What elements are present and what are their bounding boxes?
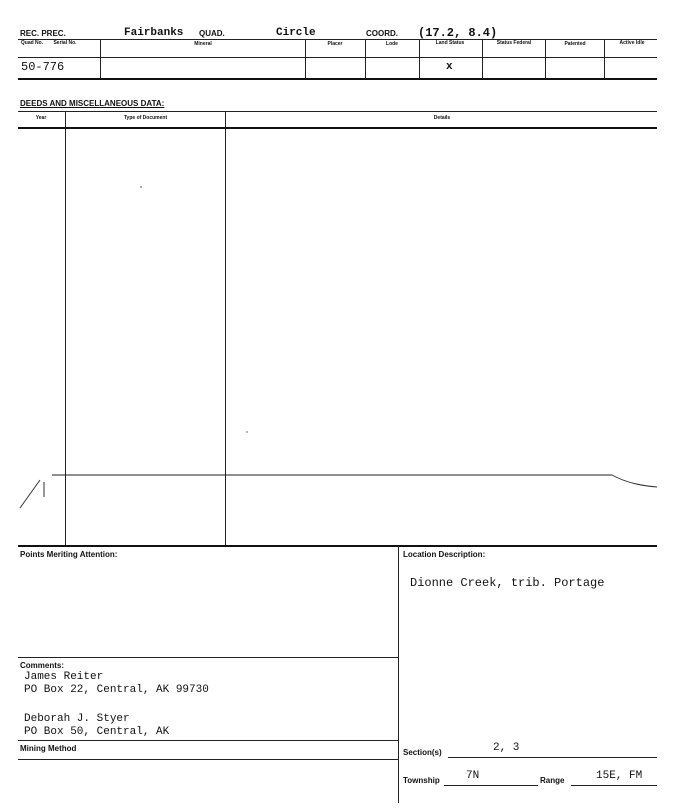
col-patented: Patented: [564, 41, 586, 47]
deeds-heading: DEEDS AND MISCELLANEOUS DATA:: [20, 99, 165, 108]
coord-label: COORD.: [366, 29, 398, 38]
land-status-mark: x: [446, 61, 453, 73]
township-underline: [444, 785, 538, 786]
township-value: 7N: [466, 770, 480, 782]
range-value: 15E, FM: [596, 770, 643, 782]
location-description-label: Location Description:: [403, 550, 486, 559]
comment-line-4: Deborah J. Styer: [24, 713, 130, 725]
mining-method-label: Mining Method: [20, 744, 77, 753]
sep-after-status-federal: [545, 39, 546, 78]
deeds-sep-year: [65, 111, 66, 545]
deeds-sep-type: [225, 111, 226, 545]
col-serial-no: Serial No.: [53, 40, 77, 46]
range-label: Range: [540, 776, 565, 785]
col-land-status: Land Status: [435, 40, 465, 46]
col-active-idle: Active Idle: [619, 40, 645, 46]
lower-center-divider: [398, 545, 399, 803]
comment-line-5: PO Box 50, Central, AK: [24, 726, 170, 738]
header-rule: [18, 39, 657, 40]
deeds-col-type: Type of Document: [123, 115, 168, 121]
section-value: 2, 3: [493, 742, 520, 754]
col-placer: Placer: [327, 41, 343, 47]
section-underline: [448, 757, 657, 758]
column-header-rule: [18, 57, 657, 58]
range-underline: [571, 785, 657, 786]
quad-label: QUAD.: [199, 29, 225, 38]
sep-after-serial: [100, 39, 101, 78]
record-bottom-rule: [18, 78, 657, 80]
sep-after-mineral: [305, 39, 306, 78]
quad-name: Circle: [276, 27, 316, 39]
deeds-col-year: Year: [35, 115, 47, 121]
mining-method-bottom-rule: [18, 759, 398, 760]
deeds-top-rule: [18, 111, 657, 112]
points-meriting-label: Points Meriting Attention:: [20, 550, 118, 559]
location-description-value: Dionne Creek, trib. Portage: [410, 576, 605, 590]
deeds-bottom-rule: [18, 545, 657, 547]
comment-line-2: PO Box 22, Central, AK 99730: [24, 684, 209, 696]
mining-method-top-rule: [18, 740, 398, 741]
comments-label: Comments:: [20, 661, 65, 670]
col-lode: Lode: [386, 41, 398, 47]
coord-value: (17.2, 8.4): [418, 26, 498, 40]
sep-after-land-status: [482, 39, 483, 78]
col-status-federal: Status Federal: [496, 40, 532, 46]
quad-value: Fairbanks: [124, 27, 184, 39]
sep-after-placer: [365, 39, 366, 78]
col-quad-no: Quad No.: [20, 40, 44, 46]
comments-top-rule: [18, 657, 398, 658]
township-label: Township: [403, 776, 440, 785]
rec-prec-label: REC. PREC.: [20, 29, 66, 38]
deeds-header-rule: [18, 127, 657, 129]
comment-line-1: James Reiter: [24, 671, 104, 683]
sep-after-lode: [419, 39, 420, 78]
col-mineral: Mineral: [194, 41, 212, 47]
sep-after-patented: [604, 39, 605, 78]
quad-serial-value: 50-776: [21, 60, 65, 74]
section-label: Section(s): [403, 748, 442, 757]
deeds-col-details: Details: [433, 115, 451, 121]
